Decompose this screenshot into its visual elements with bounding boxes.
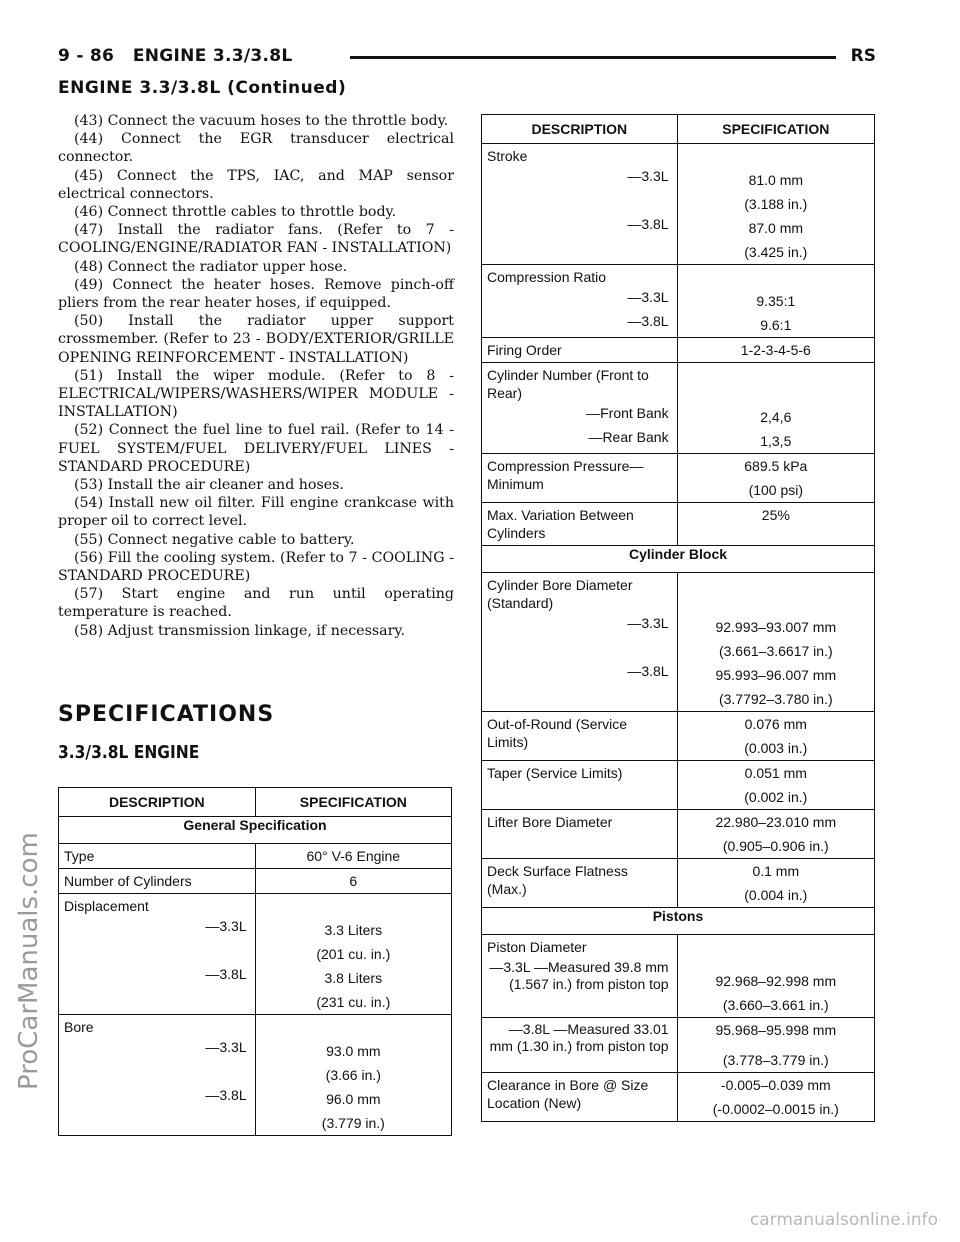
section-row [59,817,452,844]
row-label: Deck Surface Flatness (Max.) [487,863,628,897]
step-48: (48) Connect the radiator upper hose. [74,258,348,275]
table-row [482,712,875,761]
step-56: (56) Fill the cooling system. (Refer to 7 - COOLING - STANDARD PROCEDURE) [58,549,454,585]
row-label: Out-of-Round (Service Limits) [487,716,628,750]
sub-label: —Front Bank [586,405,669,421]
row-value: (231 cu. in.) [316,994,391,1010]
header-model-code: RS [850,46,876,66]
spec-table-general [58,787,452,1136]
row-value: (3.660–3.661 in.) [722,997,829,1013]
row-label: Compression Pressure— Minimum [487,458,644,492]
row-value: 92.968–92.998 mm [715,973,837,989]
sub-label: —3.8L [205,966,247,982]
table-row [482,935,875,1018]
row-value: 1-2-3-4-5-6 [740,342,811,358]
table-row [482,144,875,265]
page-number: 9 - 86 [58,46,115,66]
table-row [59,1015,452,1136]
step-46: (46) Connect throttle cables to throttle body. [74,204,397,221]
row-value: 6 [349,873,358,889]
row-value: 2,4,6 [760,409,792,425]
row-value: (3.425 in.) [744,244,808,260]
row-value: 3.8 Liters [324,970,383,986]
table-row [482,761,875,810]
step-53: (53) Install the air cleaner and hoses. [74,477,344,494]
step-57: (57) Start engine and run until operating temperature is reached. [58,586,454,621]
step-45: (45) Connect the TPS, IAC, and MAP sensor electrical connectors. [58,167,454,202]
table-row [482,859,875,908]
row-value: (-0.0002–0.0015 in.) [712,1101,839,1117]
step-51: (51) Install the wiper module. (Refer to 8 - ELECTRICAL/WIPERS/WASHERS/WIPER MODULE - INSTALLATION) [58,367,454,421]
row-label: Stroke [487,148,528,164]
row-value: (3.661–3.6617 in.) [718,643,833,659]
sub-label: —3.3L [627,615,669,631]
sub-label: —3.3L [205,1039,247,1055]
row-value: 25% [761,507,790,523]
row-value: (3.66 in.) [325,1067,381,1083]
step-50: (50) Install the radiator upper support crossmember. (Refer to 23 - BODY/EXTERIOR/GRILLE OPENING REINFORCEMENT - INSTALLATION) [58,313,454,366]
row-label: Max. Variation Between Cylinders [487,507,634,541]
step-47: (47) Install the radiator fans. (Refer to 7 - COOLING/ENGINE/RADIATOR FAN - INSTALLATION) [58,222,454,257]
section-row [482,908,875,935]
row-label: Clearance in Bore @ Size Location (New) [487,1077,649,1111]
sub-label: —3.8L [205,1087,247,1103]
table-row [482,454,875,503]
row-value: 9.6:1 [760,317,792,333]
watermark-bottom: carmanualsonline.info [749,1210,938,1230]
row-value: 9.35:1 [756,293,796,309]
row-value: 96.0 mm [326,1091,381,1107]
step-52: (52) Connect the fuel line to fuel rail. (Refer to 14 - FUEL SYSTEM/FUEL DELIVERY/FUEL LINES - STANDARD PROCEDURE) [58,422,454,475]
row-label: Piston Diameter [487,939,587,955]
row-label: Taper (Service Limits) [487,765,623,781]
row-label: Type [64,848,95,864]
row-label: Cylinder Number (Front to Rear) [487,367,649,401]
header-rule [350,56,836,59]
continued-heading: ENGINE 3.3/3.8L (Continued) [58,78,347,98]
row-value: 0.051 mm [744,765,807,781]
table-row [59,844,452,869]
section-general-specification: General Specification [59,817,452,844]
row-value: (0.004 in.) [744,887,808,903]
row-value: 81.0 mm [748,172,804,188]
engine-heading: 3.3/3.8L ENGINE [58,742,200,763]
sub-label: —3.3L [627,289,669,305]
row-label: Cylinder Bore Diameter (Standard) [487,577,633,611]
row-value: (3.779 in.) [321,1115,385,1131]
page-header [58,42,876,72]
sub-label: —3.8L [627,663,669,679]
page-number-title [58,46,293,66]
step-43: (43) Connect the vacuum hoses to the throttle body. [74,113,449,129]
step-58: (58) Adjust transmission linkage, if necessary. [74,622,406,639]
row-label: Number of Cylinders [64,873,192,889]
row-value: (3.7792–3.780 in.) [718,691,833,707]
specifications-heading: SPECIFICATIONS [58,702,275,727]
table-row [482,810,875,859]
table-row [482,573,875,712]
row-label: Lifter Bore Diameter [487,814,613,830]
table-row [482,503,875,546]
row-label: Compression Ratio [487,269,607,285]
row-value: (201 cu. in.) [316,946,391,962]
step-55: (55) Connect negative cable to battery. [74,531,355,548]
table-row [59,869,452,894]
step-54: (54) Install new oil filter. Fill engine crankcase with proper oil to correct level. [58,495,454,530]
procedure-steps [58,112,454,640]
row-value: 3.3 Liters [324,922,383,938]
column-header-description: DESCRIPTION [59,788,256,817]
row-value: 60° V-6 Engine [306,848,401,864]
table-row [482,338,875,363]
sub-label: —3.8L —Measured 33.01 mm (1.30 in.) from piston top [489,1021,669,1054]
sub-label: —Rear Bank [588,429,669,445]
spec-table-continued [481,114,875,1122]
row-value: 87.0 mm [748,220,804,236]
row-value: 92.993–93.007 mm [715,619,837,635]
watermark-side: ProCarManuals.com [14,832,44,1090]
row-value: 95.993–96.007 mm [715,667,837,683]
row-value: (3.188 in.) [744,196,808,212]
table-row [482,1018,875,1073]
row-value: 93.0 mm [326,1043,381,1059]
row-value: (3.778–3.779 in.) [722,1052,829,1068]
row-value: 1,3,5 [760,433,792,449]
row-value: -0.005–0.039 mm [720,1077,831,1093]
row-value: 689.5 kPa [744,458,808,474]
section-cylinder-block: Cylinder Block [482,546,875,573]
sub-label: —3.8L [627,216,669,232]
row-value: (0.002 in.) [744,789,808,805]
row-value: 95.968–95.998 mm [715,1022,837,1038]
column-header-specification: SPECIFICATION [677,115,874,144]
step-44: (44) Connect the EGR transducer electrical connector. [58,131,454,166]
header-title: ENGINE 3.3/3.8L [132,46,293,66]
table-header-row [59,788,452,817]
row-label: Displacement [64,898,149,914]
table-row [482,265,875,338]
table-row [482,363,875,454]
row-value: (100 psi) [748,482,804,498]
column-header-specification: SPECIFICATION [255,788,451,817]
table-row [482,1073,875,1122]
step-49: (49) Connect the heater hoses. Remove pinch-off pliers from the rear heater hoses, if equipped. [58,276,454,312]
table-header-row [482,115,875,144]
row-value: 0.1 mm [752,863,800,879]
section-pistons: Pistons [482,908,875,935]
sub-label: —3.3L —Measured 39.8 mm (1.567 in.) from piston top [489,959,669,992]
row-value: 0.076 mm [744,716,807,732]
row-value: (0.003 in.) [744,740,808,756]
sub-label: —3.8L [627,313,669,329]
row-label: Bore [64,1019,94,1035]
table-row [59,894,452,1015]
column-header-description: DESCRIPTION [482,115,678,144]
row-value: 22.980–23.010 mm [715,814,837,830]
row-label: Firing Order [487,342,562,358]
sub-label: —3.3L [627,168,669,184]
section-row [482,546,875,573]
sub-label: —3.3L [205,918,247,934]
row-value: (0.905–0.906 in.) [722,838,829,854]
